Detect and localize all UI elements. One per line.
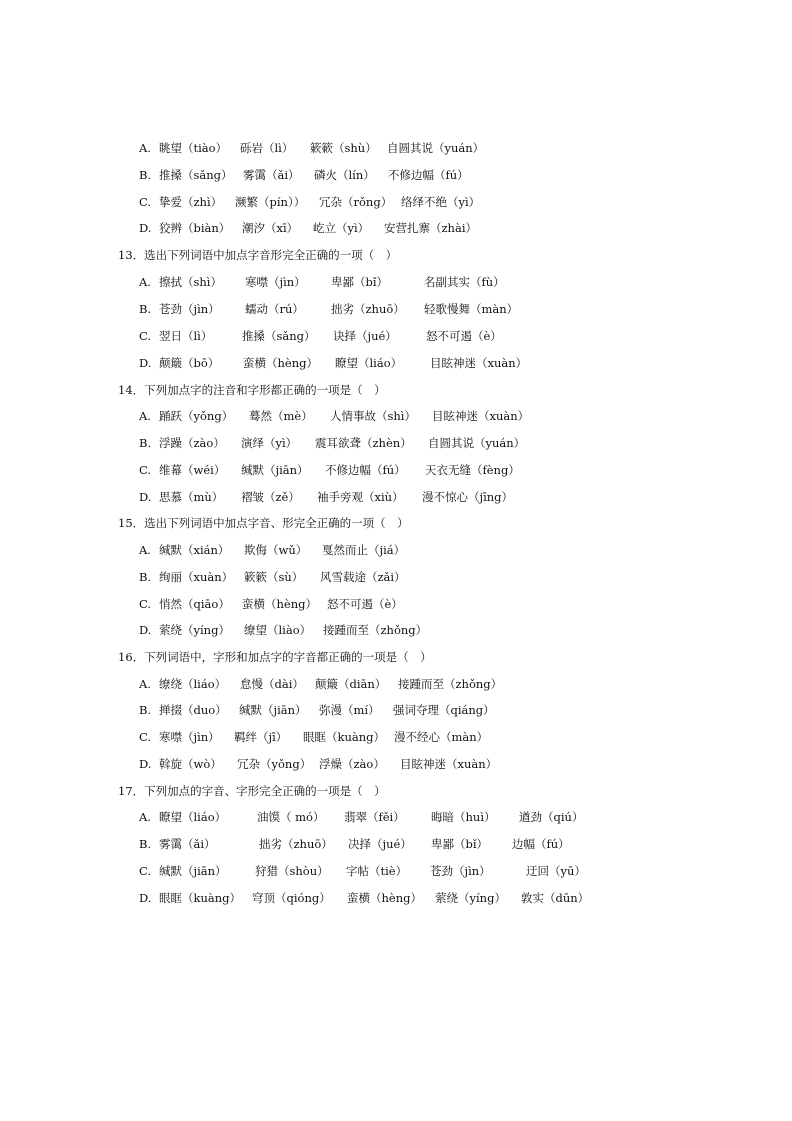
option-term: 蛮横（hèng） xyxy=(242,597,317,611)
option-term: 戛然而止（jiá） xyxy=(322,543,406,557)
option-term: 砾岩（lì） xyxy=(240,141,294,155)
option-term: 缄默（xián） xyxy=(159,543,230,557)
option-term: 冗杂（yǒng） xyxy=(237,757,312,771)
option-term: 挚爱（zhì） xyxy=(159,195,223,209)
option-term: 颠簸（bō） xyxy=(159,356,220,370)
option-label: C. xyxy=(139,195,152,209)
option-term: 掸掇（duo） xyxy=(159,703,227,717)
option-label: A. xyxy=(139,275,151,289)
option-label: B. xyxy=(139,837,152,851)
option-term: 目眩神迷（xuàn） xyxy=(430,356,528,370)
option-label: D. xyxy=(139,356,152,370)
option-term: 目眩神迷（xuàn） xyxy=(432,409,530,423)
option-term: 眼眶（kuàng） xyxy=(159,891,241,905)
option-term: 冗杂（rǒng） xyxy=(319,195,393,209)
option-term: 缭绕（liáo） xyxy=(159,677,227,691)
option-term: 簌簌（sù） xyxy=(244,570,304,584)
option-term: 卑鄙（bǐ） xyxy=(331,275,389,289)
option-label: A. xyxy=(139,141,151,155)
option-term: 决择（jué） xyxy=(348,837,412,851)
option-term: 狡辨（biàn） xyxy=(159,221,231,235)
option-term: 维幕（wéi） xyxy=(159,463,226,477)
option-term: 缄默（jiān） xyxy=(241,463,309,477)
option-term: 蛮横（hèng） xyxy=(243,356,318,370)
option-term: 轻歌慢舞（màn） xyxy=(424,302,519,316)
option-label: D. xyxy=(139,891,152,905)
option-term: 狩猎（shòu） xyxy=(255,864,329,878)
option-term: 萦绕（yíng） xyxy=(159,623,230,637)
option-term: 自圆其说（yuán） xyxy=(428,436,526,450)
option-term: 晦暗（huì） xyxy=(431,810,496,824)
question-stem: 16．下列词语中，字形和加点字的字音都正确的一项是（ ） xyxy=(118,650,432,664)
option-term: 诀择（jué） xyxy=(333,329,397,343)
option-term: 漫不经心（màn） xyxy=(394,730,489,744)
option-term: 遒劲（qiú） xyxy=(519,810,584,824)
option-term: 接踵而至（zhǒng） xyxy=(398,677,503,691)
option-term: 怠慢（dài） xyxy=(240,677,304,691)
option-term: 思慕（mù） xyxy=(159,490,224,504)
option-label: D. xyxy=(139,221,152,235)
option-term: 字帖（tiè） xyxy=(346,864,408,878)
option-label: C. xyxy=(139,597,152,611)
option-label: A. xyxy=(139,409,151,423)
option-label: D. xyxy=(139,623,152,637)
option-term: 漫不惊心（jīng） xyxy=(422,490,514,504)
option-term: 萦绕（yíng） xyxy=(435,891,506,905)
option-label: D. xyxy=(139,757,152,771)
option-term: 踊跃（yǒng） xyxy=(159,409,234,423)
option-label: A. xyxy=(139,810,151,824)
option-term: 苍劲（jìn） xyxy=(159,302,220,316)
option-term: 络绎不绝（yì） xyxy=(401,195,481,209)
option-term: 推搡（sǎng） xyxy=(159,168,233,182)
option-term: 敦实（dūn） xyxy=(521,891,590,905)
option-term: 褶皱（zě） xyxy=(241,490,300,504)
option-term: 人情事故（shì） xyxy=(330,409,416,423)
option-term: 推搡（sǎng） xyxy=(242,329,316,343)
option-term: 震耳欲聋（zhèn） xyxy=(315,436,412,450)
option-label: B. xyxy=(139,436,152,450)
option-term: 斡旋（wò） xyxy=(159,757,222,771)
option-term: 自圆其说（yuán） xyxy=(387,141,485,155)
option-label: B. xyxy=(139,168,152,182)
option-term: 擦拭（shì） xyxy=(159,275,222,289)
option-term: 怒不可遏（è） xyxy=(327,597,403,611)
option-term: 缄默（jiān） xyxy=(239,703,307,717)
option-term: 寒噤（jìn） xyxy=(159,730,220,744)
option-label: A. xyxy=(139,677,151,691)
option-term: 名副其实（fù） xyxy=(424,275,505,289)
option-term: 迂回（yū） xyxy=(526,864,586,878)
option-term: 潮汐（xī） xyxy=(242,221,299,235)
option-label: C. xyxy=(139,329,152,343)
option-term: 强词夺理（qiáng） xyxy=(393,703,495,717)
option-term: 拙劣（zhuō） xyxy=(331,302,405,316)
option-term: 浮燥（zào） xyxy=(319,757,385,771)
option-term: 翌日（lì） xyxy=(159,329,213,343)
option-term: 天衣无缝（fèng） xyxy=(425,463,520,477)
option-term: 穹顶（qióng） xyxy=(252,891,331,905)
option-label: B. xyxy=(139,703,152,717)
option-term: 卑鄙（bǐ） xyxy=(431,837,489,851)
option-term: 目眩神迷（xuàn） xyxy=(400,757,498,771)
option-term: 风雪载途（zǎi） xyxy=(320,570,406,584)
option-term: 不修边幅（fú） xyxy=(325,463,406,477)
option-label: B. xyxy=(139,570,152,584)
option-term: 悄然（qiāo） xyxy=(159,597,230,611)
option-term: 翡翠（fěi） xyxy=(344,810,405,824)
option-term: 缭望（liào） xyxy=(244,623,312,637)
option-term: 瞭望（liáo） xyxy=(159,810,227,824)
option-term: 苍劲（jìn） xyxy=(430,864,491,878)
option-term: 演绎（yì） xyxy=(241,436,298,450)
option-label: D. xyxy=(139,490,152,504)
option-term: 雾霭（ǎi） xyxy=(243,168,300,182)
option-term: 不修边幅（fú） xyxy=(388,168,469,182)
option-term: 弥漫（mí） xyxy=(319,703,380,717)
option-term: 蠕动（rú） xyxy=(245,302,304,316)
option-term: 蛮横（hèng） xyxy=(347,891,422,905)
option-term: 眼眶（kuàng） xyxy=(303,730,385,744)
option-label: B. xyxy=(139,302,152,316)
option-term: 簌簌（shù） xyxy=(310,141,377,155)
option-term: 屹立（yì） xyxy=(313,221,370,235)
option-term: 颠簸（diān） xyxy=(315,677,387,691)
option-term: 拙劣（zhuō） xyxy=(259,837,333,851)
option-term: 缄默（jiān） xyxy=(159,864,227,878)
option-term: 磷火（lín） xyxy=(314,168,375,182)
option-term: 瞭望（liáo） xyxy=(335,356,403,370)
question-stem: 13．选出下列词语中加点字音形完全正确的一项（ ） xyxy=(118,248,398,262)
option-term: 寒噤（jìn） xyxy=(245,275,306,289)
option-term: 蓦然（mè） xyxy=(249,409,313,423)
option-label: C. xyxy=(139,730,152,744)
question-stem: 14．下列加点字的注音和字形都正确的一项是（ ） xyxy=(118,383,386,397)
option-label: A. xyxy=(139,543,151,557)
option-term: 濒繁（pín）） xyxy=(235,195,306,209)
option-term: 浮躁（zào） xyxy=(159,436,225,450)
option-term: 安营扎寨（zhài） xyxy=(384,221,477,235)
option-term: 眺望（tiào） xyxy=(159,141,228,155)
option-term: 怒不可遏（è） xyxy=(426,329,502,343)
option-term: 袖手旁观（xiù） xyxy=(317,490,404,504)
option-term: 绚丽（xuàn） xyxy=(159,570,234,584)
option-term: 油馍（ mó） xyxy=(257,810,325,824)
option-term: 接踵而至（zhǒng） xyxy=(323,623,428,637)
option-label: C. xyxy=(139,463,152,477)
option-term: 欺侮（wǔ） xyxy=(244,543,308,557)
option-term: 羁绊（jī） xyxy=(234,730,288,744)
option-label: C. xyxy=(139,864,152,878)
question-stem: 17．下列加点的字音、字形完全正确的一项是（ ） xyxy=(118,784,386,798)
question-stem: 15．选出下列词语中加点字音、形完全正确的一项（ ） xyxy=(118,516,409,530)
option-term: 雾霭（ǎi） xyxy=(159,837,216,851)
option-term: 边幅（fú） xyxy=(512,837,570,851)
